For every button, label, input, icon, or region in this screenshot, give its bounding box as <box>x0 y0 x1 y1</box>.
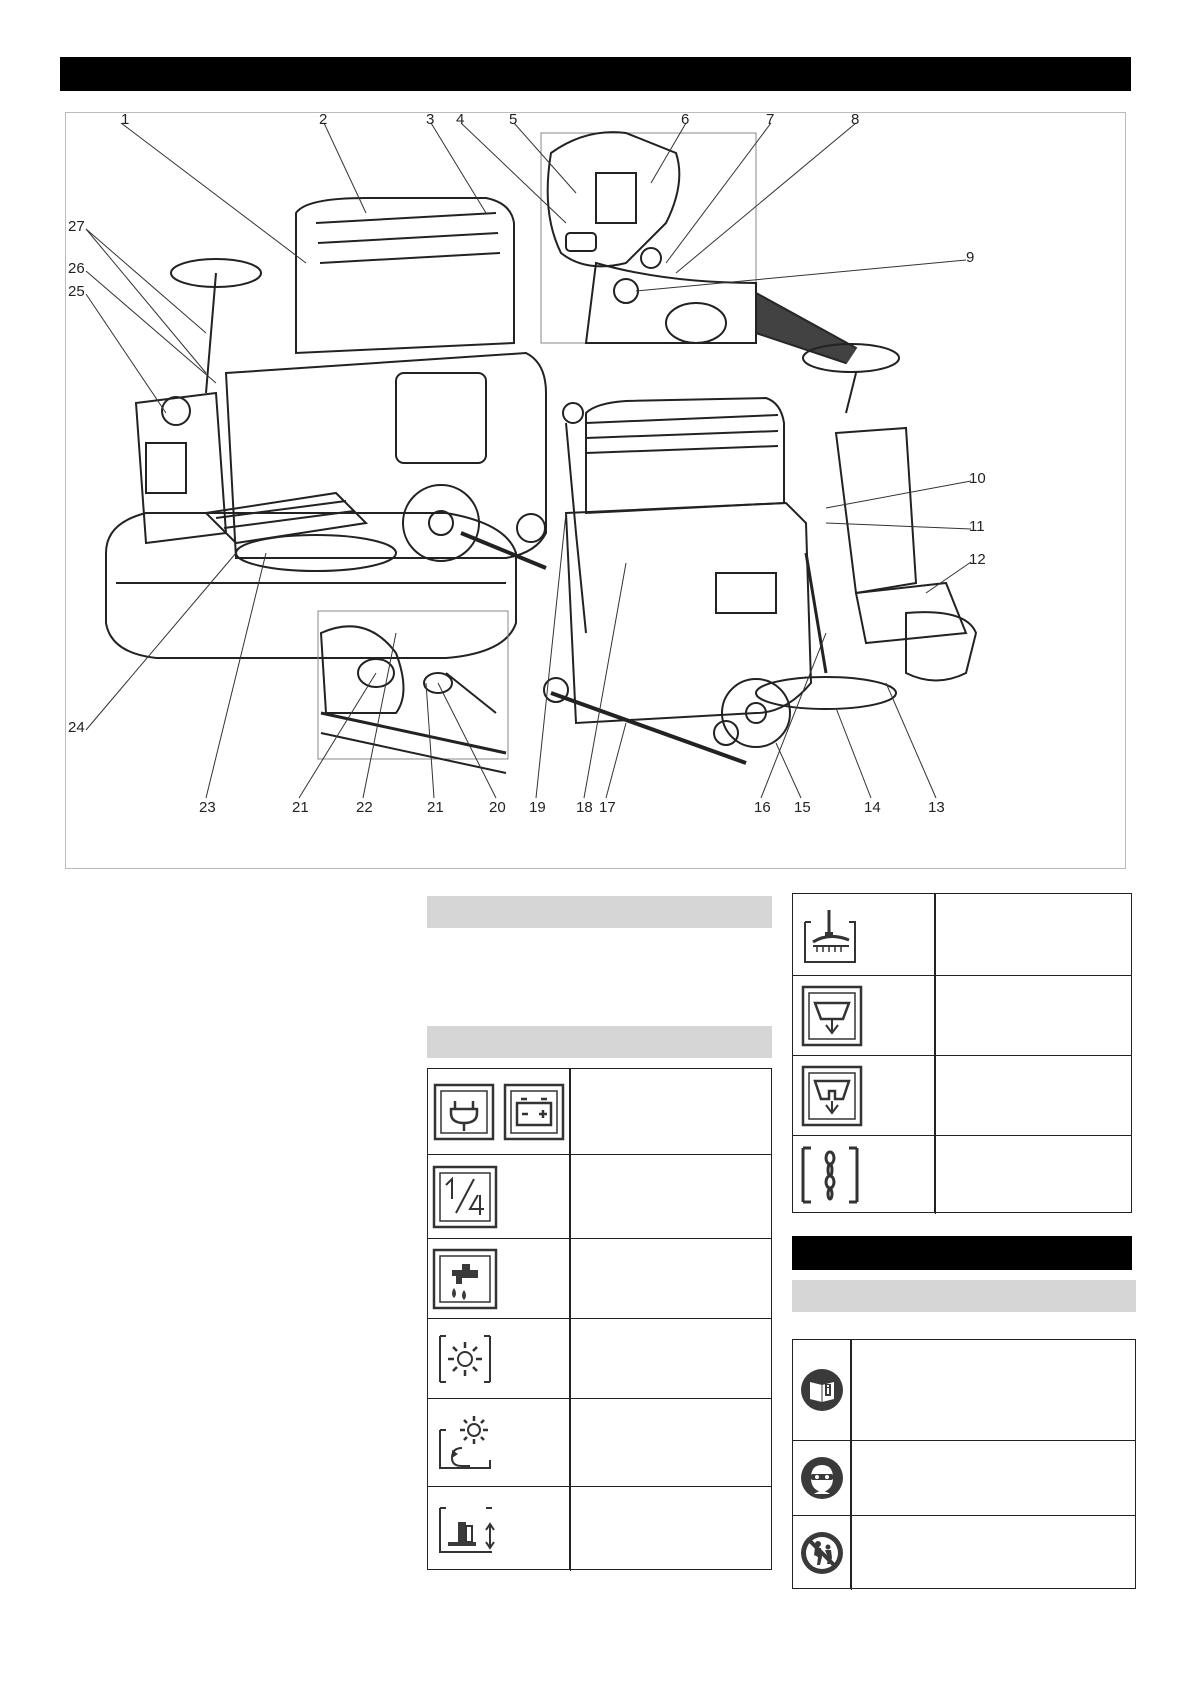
subsection-header-2 <box>427 1026 772 1058</box>
callout-3: 3 <box>426 111 435 128</box>
tank-empty-icon <box>801 985 863 1047</box>
callout-25: 25 <box>68 283 85 300</box>
safety-subsection-header <box>792 1280 1136 1312</box>
symbol-row <box>428 1399 771 1487</box>
chain-icon <box>799 1144 861 1206</box>
callout-6: 6 <box>681 111 690 128</box>
callout-7: 7 <box>766 111 775 128</box>
callout-9: 9 <box>966 249 975 266</box>
callout-12: 12 <box>969 551 986 568</box>
read-manual-icon <box>800 1368 844 1412</box>
callout-1: 1 <box>121 111 130 128</box>
callout-18: 18 <box>576 799 593 816</box>
symbol-row <box>793 1340 1135 1441</box>
symbol-row <box>793 894 1131 976</box>
no-children-icon <box>800 1531 844 1575</box>
symbol-row <box>793 1441 1135 1516</box>
callout-21a: 21 <box>292 799 309 816</box>
callout-16: 16 <box>754 799 771 816</box>
callout-11: 11 <box>969 518 985 535</box>
callout-21b: 21 <box>427 799 444 816</box>
symbol-row <box>793 1516 1135 1590</box>
water-tap-icon <box>432 1248 498 1310</box>
section-header-bar <box>60 57 1131 91</box>
brush-icon <box>432 1328 498 1390</box>
brush-change-icon <box>432 1410 498 1476</box>
callout-23: 23 <box>199 799 216 816</box>
symbol-row <box>428 1239 771 1319</box>
symbol-row <box>793 1136 1131 1214</box>
callout-27: 27 <box>68 218 85 235</box>
eye-protection-icon <box>800 1456 844 1500</box>
callout-24: 24 <box>68 719 85 736</box>
callout-15: 15 <box>794 799 811 816</box>
tank-drain-icon <box>801 1065 863 1127</box>
callout-8: 8 <box>851 111 860 128</box>
safety-section-header <box>792 1236 1132 1270</box>
scrubber-drier-illustration <box>66 113 1125 868</box>
callout-17: 17 <box>599 799 616 816</box>
symbol-row <box>428 1487 771 1571</box>
callout-26: 26 <box>68 260 85 277</box>
symbol-row <box>428 1069 771 1155</box>
callout-14: 14 <box>864 799 881 816</box>
subsection-header-1 <box>427 896 772 928</box>
machine-overview-figure <box>65 112 1126 869</box>
brush-height-icon <box>432 1498 504 1560</box>
callout-13: 13 <box>928 799 945 816</box>
symbol-row <box>428 1155 771 1239</box>
callout-5: 5 <box>509 111 518 128</box>
callout-10: 10 <box>969 470 986 487</box>
plug-icon <box>433 1083 495 1141</box>
symbol-row <box>793 976 1131 1056</box>
quarter-fraction-icon <box>432 1165 498 1229</box>
safety-symbols-table <box>792 1339 1136 1589</box>
control-symbols-table <box>427 1068 772 1570</box>
callout-4: 4 <box>456 111 465 128</box>
callout-20: 20 <box>489 799 506 816</box>
battery-icon <box>503 1083 565 1141</box>
callout-22: 22 <box>356 799 373 816</box>
callout-19: 19 <box>529 799 546 816</box>
tank-symbols-table <box>792 893 1132 1213</box>
symbol-row <box>428 1319 771 1399</box>
symbol-row <box>793 1056 1131 1136</box>
callout-2: 2 <box>319 111 328 128</box>
brush-pressure-icon <box>799 902 865 968</box>
